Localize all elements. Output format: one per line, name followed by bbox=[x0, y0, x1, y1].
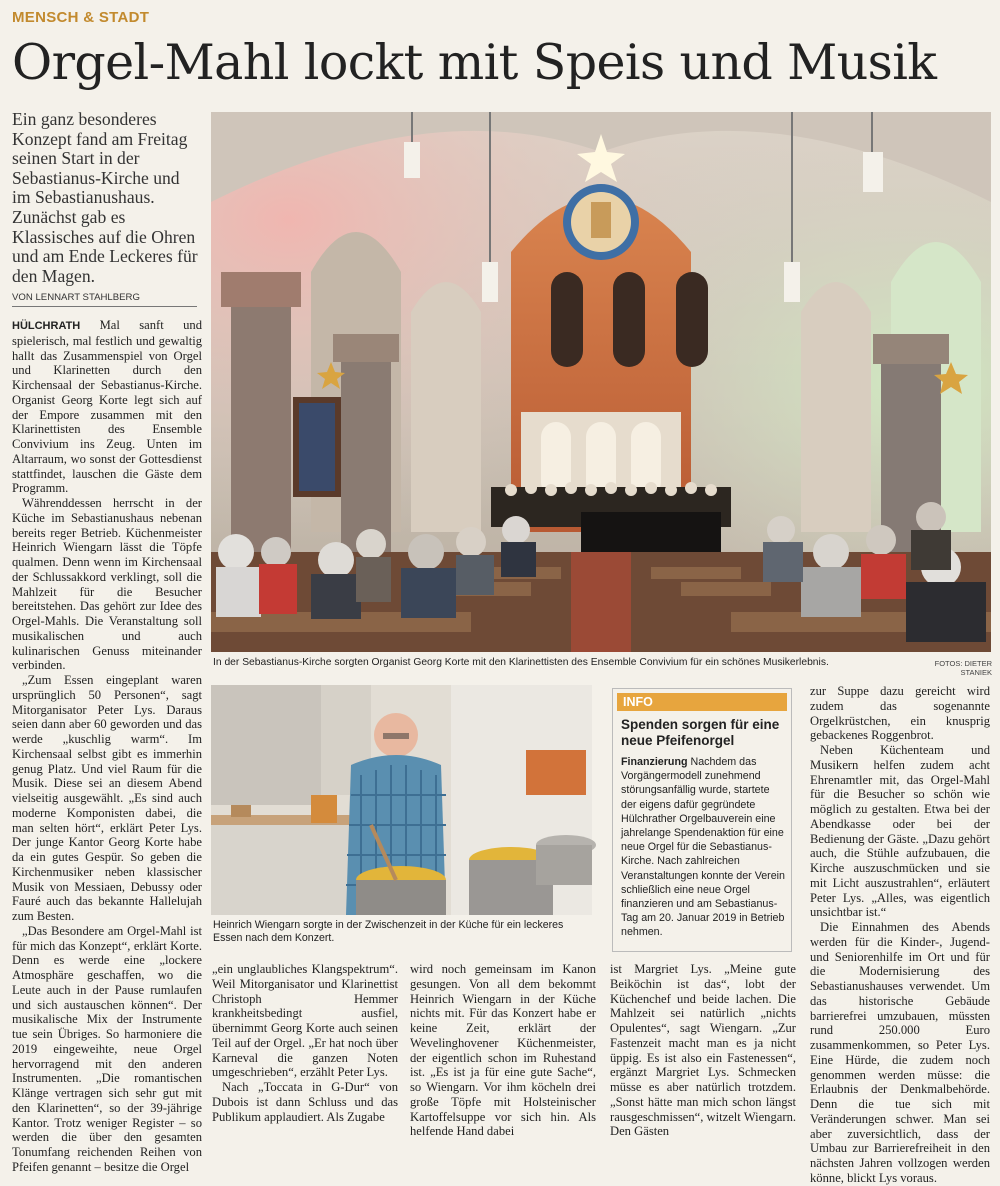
body-paragraph: wird noch gemeinsam im Kanon gesungen. Von all dem bekommt Heinrich Wiengarn in der Küche nichts mit. Für das Konzert habe er keine Zeit, erklärt der Wevelinghovener Küchenmeister, der eigentlich schon im Ruhestand ist. „Es ist ja für eine gute Sache“, so Wiengarn. Vor ihm köcheln drei große Töpfe mit Holsteinischer Kartoffelsuppe vor sich hin. Als helfende Hand dabei bbox=[410, 962, 596, 1139]
lead-paragraph: Ein ganz besonderes Konzept fand am Freitag seinen Start in der Sebastianus-Kirche und im Sebastianushaus. Zunächst gab es Klassisches auf die Ohren und am Ende Leckeres für den Magen. bbox=[12, 109, 198, 286]
info-box bbox=[612, 688, 792, 952]
body-paragraph: zur Suppe dazu gereicht wird zudem das sogenannte Orgelkrüstchen, ein knusprig gebackenes Roggenbrot. bbox=[810, 684, 990, 743]
body-paragraph: „Das Besondere am Orgel-Mahl ist für mich das Konzept“, erklärt Korte. Denn es werde eine „lockere Atmosphäre geschaffen, wo die Leute auch in der Pause rumlaufen und sich austauschen können“. Der musikalische Mix der Instrumente tue sein Übriges. So harmoniere die 2019 eingeweihte, neue Orgel hervorragend mit den anderen Instrumenten. „Die romantischen Klänge vertragen sich sehr gut mit den Klarinetten“, so der 39-jährige Kantor. Trotz weniger Register – so werden die über den gesamten Tonumfang reichenden Reihen von Pfeifen genannt – besitze die Orgel bbox=[12, 923, 202, 1174]
article-column-2 bbox=[212, 962, 398, 1122]
photo-caption-kitchen: Heinrich Wiengarn sorgte in der Zwischenzeit in der Küche für ein leckeres Essen nach dem Konzert. bbox=[213, 919, 564, 944]
body-paragraph bbox=[12, 318, 202, 496]
kitchen-photo bbox=[211, 685, 592, 915]
info-text bbox=[621, 755, 787, 940]
body-paragraph: Die Einnahmen des Abends werden für die Kinder-, Jugend- und Seniorenhilfe im Ort und für die Modernisierung des Sebastianushauses verwendet. Um das historische Gebäude barrierefrei umzubauen, müssten rund 250.000 Euro zusammenkommen, so Peter Lys. Eine Hürde, die zudem noch genommen werden müsse: die Erlaubnis der Denkmalbehörde. Denn die tue sich mit Veränderungen schwer. Man sei aber zuversichtlich, dass der Umbau zur Barrierefreiheit in den nächsten Jahren vollzogen werden könne, blickt Lys voraus. bbox=[810, 920, 990, 1185]
body-paragraph: Währenddessen herrscht in der Küche im Sebastianushaus nebenan bereits reger Betrieb. Küchenmeister Heinrich Wiengarn lässt die Töpfe qualmen. Denn wenn im Kirchensaal der Schlussakkord verklingt, soll die Mahlzeit für die Besucher bereitstehen. Das gehört zur Idee des Orgel-Mahls. Die Veranstaltung soll musikalischen und auch kulinarischen Genuss miteinander verbinden. bbox=[12, 496, 202, 673]
church-interior-illustration bbox=[211, 112, 991, 652]
section-label: MENSCH & STADT bbox=[12, 9, 150, 26]
article-column-5 bbox=[810, 684, 990, 1185]
photo-caption-church: In der Sebastianus-Kirche sorgten Organist Georg Korte mit den Klarinettisten des Ensemble Convivium für ein schönes Musikerlebnis. bbox=[213, 657, 829, 668]
kitchen-illustration bbox=[211, 685, 592, 915]
info-title: Spenden sorgen für eine neue Pfeifenorgel bbox=[621, 717, 780, 748]
article-column-1 bbox=[12, 318, 202, 1174]
byline: VON LENNART STAHLBERG bbox=[12, 292, 197, 307]
article-column-3 bbox=[410, 962, 596, 1139]
body-paragraph: „Zum Essen eingeplant waren ursprünglich 50 Personen“, sagt Mitorganisator Peter Lys. Daraus seien dann aber 60 geworden und das werde „kuschlig warm“. Im Kirchensaal selbst gibt es immerhin genug Platz. Und viel Raum für die Musik. Diese sei an diesem Abend vielseitig ausgewählt. „Es sind auch moderne Komponisten dabei, die man selten hört“, erklärt Peter Lys. Der junge Kantor Georg Korte habe da ein gutes Gespür. So geben die Kirchenmusiker neben klassischer Musik von Messiaen, Debussy oder Fauré auch das bekannte Hallelujah zum Besten. bbox=[12, 673, 202, 923]
church-photo bbox=[211, 112, 991, 652]
info-lead: Finanzierung bbox=[621, 756, 688, 768]
headline: Orgel-Mahl lockt mit Speis und Musik bbox=[12, 34, 937, 91]
article-column-4 bbox=[610, 962, 797, 1139]
paragraph-text: Mal sanft und spielerisch, mal festlich und gewaltig hallt das Zusammenspiel von Orgel und Klarinetten durch den Kirchensaal der Sebastianus-Kirche. Organist Georg Korte legt sich auf der Empore zusammen mit den Klarinettisten des Ensemble Convivium ins Zeug. Unten im Altarraum, wo sonst der Gottesdienst stattfindet, lauschen die Gäste dem Programm. bbox=[12, 318, 202, 496]
body-paragraph: „ein unglaubliches Klangspektrum“. Weil Mitorganisator und Klarinettist Christoph Hemmer krankheitsbedingt ausfiel, übernimmt Georg Korte auch seinen Teil auf der Orgel. „Er hat noch über Karneval die ganzen Noten umgeschrieben“, erzählt Peter Lys. bbox=[212, 962, 398, 1080]
dateline: HÜLCHRATH bbox=[12, 320, 81, 332]
body-paragraph: Neben Küchenteam und Musikern helfen zudem acht Ehrenamtler mit, das Orgel-Mahl für die Besucher so schön wie möglich zu gestalten. Etwa bei der Abendkasse oder bei der Bedienung der Gäste. „Dazu gehört auch, die Stühle aufzubauen, die Kirche auszuschmücken und sie mit Licht auszustrahlen“, erläutert Peter Lys. „Alles, was eigentlich unsichtbar ist.“ bbox=[810, 743, 990, 920]
info-body: Nachdem das Vorgängermodell zunehmend störungsanfällig wurde, startete der eigens dafür gegründete Hülchrather Orgelbauverein eine jahrelange Spendenaktion für eine neue Orgel für die Sebastianus-Kirche. Nach zahlreichen Veranstaltungen konnte der Verein schließlich eine neue Orgel finanzieren und am Sebastianus-Tag am 20. Januar 2019 in Betrieb nehmen. bbox=[621, 756, 785, 939]
photo-credit: FOTOS: DIETER STANIEK bbox=[934, 659, 992, 677]
body-paragraph: Nach „Toccata in G-Dur“ von Dubois ist dann Schluss und das Publikum applaudiert. Als Zugabe bbox=[212, 1080, 398, 1124]
body-paragraph: ist Margriet Lys. „Meine gute Beiköchin ist das“, lobt der Küchenchef und beide lachen. Die Mahlzeit sei natürlich „nichts Opulentes“, sagt Wiengarn. „Zur Fastenzeit macht man es ja nicht üppig. Es ist also ein Fastenessen“, ergänzt Margriet Lys. Schmecken müsse es aber natürlich trotzdem. „Sonst hätte man mich schon längst rausgeschmissen“, witzelt Wiengarn. Den Gästen bbox=[610, 962, 797, 1139]
info-tag: INFO bbox=[617, 693, 787, 711]
